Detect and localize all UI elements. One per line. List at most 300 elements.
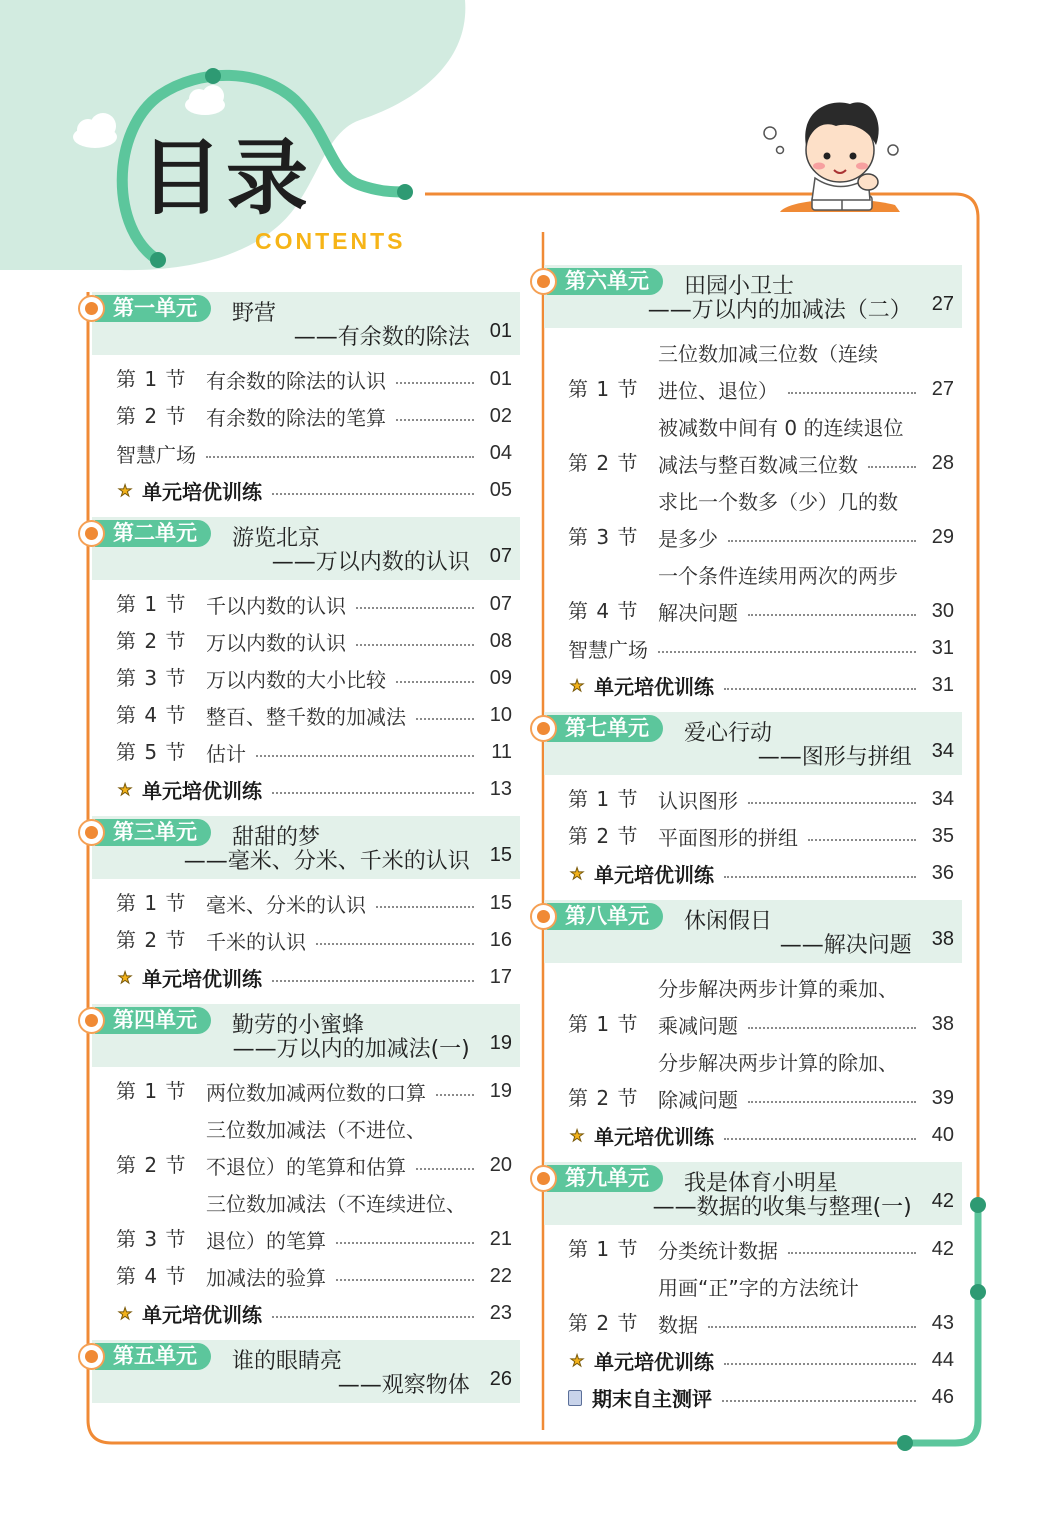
entry-body <box>568 1117 954 1154</box>
toc-entry[interactable] <box>568 482 954 556</box>
toc-unit <box>530 1162 962 1416</box>
unit-header[interactable] <box>544 265 962 328</box>
toc-entry[interactable] <box>568 667 954 704</box>
dot-leader <box>272 493 474 495</box>
entry-title: 被减数中间有 0 的连续退位 <box>658 416 904 440</box>
dot-leader <box>272 792 474 794</box>
dot-leader <box>748 1027 916 1029</box>
entry-title: 乘减问题 <box>658 1014 738 1038</box>
unit-subtitle-line <box>184 844 512 875</box>
toc-entry[interactable] <box>116 435 512 472</box>
entry-page-number: 35 <box>931 825 954 847</box>
toc-entry[interactable] <box>116 885 512 922</box>
unit-subtitle: ——万以内的加减法（二） <box>647 298 912 323</box>
entry-body <box>658 818 954 855</box>
toc-entry[interactable] <box>116 922 512 959</box>
entry-page-number: 04 <box>489 442 512 464</box>
dot-leader <box>722 1400 916 1402</box>
entry-list <box>78 1067 520 1332</box>
entry-page-number: 34 <box>931 788 954 810</box>
entry-title: 三位数加减法（不连续进位、 <box>206 1192 466 1216</box>
section-number: 第 3 节 <box>568 525 639 549</box>
entry-page-number: 28 <box>931 452 954 474</box>
entry-line <box>658 445 954 482</box>
section-number: 第 3 节 <box>116 666 187 690</box>
unit-label: 第五单元 <box>95 1343 211 1370</box>
entry-body <box>116 959 512 996</box>
unit-subtitle: ——万以内数的认识 <box>271 550 470 575</box>
entry-title: 分步解决两步计算的除加、 <box>658 1051 898 1075</box>
section-number: 第 2 节 <box>568 824 639 848</box>
entry-page-number: 27 <box>931 378 954 400</box>
entry-line <box>658 334 954 371</box>
entry-line <box>658 1305 954 1342</box>
entry-page-number: 31 <box>931 674 954 696</box>
unit-label: 第八单元 <box>547 903 663 930</box>
toc-right-column <box>530 265 962 1424</box>
unit-badge <box>530 1165 663 1192</box>
unit-label: 第三单元 <box>95 819 211 846</box>
entry-title: 分类统计数据 <box>658 1239 778 1263</box>
toc-entry[interactable] <box>568 1043 954 1117</box>
section-number: 第 2 节 <box>116 404 187 428</box>
entry-body <box>206 398 512 435</box>
entry-body <box>658 781 954 818</box>
entry-page-number: 19 <box>489 1080 512 1102</box>
entry-line <box>206 623 512 660</box>
entry-title: 单元培优训练 <box>142 480 262 504</box>
unit-subtitle: ——解决问题 <box>779 933 912 958</box>
entry-title: 是多少 <box>658 527 718 551</box>
entry-page-number: 46 <box>931 1386 954 1408</box>
unit-subtitle: ——观察物体 <box>337 1373 470 1398</box>
unit-subtitle: ——有余数的除法 <box>293 325 470 350</box>
section-number: 第 2 节 <box>568 1311 639 1335</box>
entry-line <box>206 922 512 959</box>
entry-title: 平面图形的拼组 <box>658 826 798 850</box>
entry-body <box>658 1231 954 1268</box>
toc-entry[interactable] <box>116 586 512 623</box>
bullet-dot-icon <box>530 268 557 295</box>
entry-page-number: 07 <box>489 593 512 615</box>
entry-body <box>568 1379 954 1416</box>
toc-entry[interactable] <box>568 818 954 855</box>
entry-line <box>206 1147 512 1184</box>
dot-leader <box>256 755 474 757</box>
unit-header[interactable] <box>92 292 520 355</box>
entry-line <box>116 959 512 996</box>
entry-line <box>206 734 512 771</box>
entry-body <box>658 556 954 630</box>
dot-leader <box>396 419 474 421</box>
entry-line <box>206 660 512 697</box>
entry-page-number: 17 <box>489 966 512 988</box>
dot-leader <box>416 1168 474 1170</box>
entry-line <box>658 1268 954 1305</box>
entry-title: 智慧广场 <box>116 443 196 467</box>
toc-entry[interactable] <box>116 959 512 996</box>
entry-page-number: 08 <box>489 630 512 652</box>
entry-line <box>658 519 954 556</box>
section-number: 第 2 节 <box>568 1086 639 1110</box>
entry-title: 单元培优训练 <box>142 779 262 803</box>
star-icon: ★ <box>569 1126 585 1145</box>
unit-page-number: 27 <box>931 293 954 315</box>
entry-page-number: 30 <box>931 600 954 622</box>
toc-unit <box>78 1340 520 1403</box>
entry-line <box>206 586 512 623</box>
dot-leader <box>336 1279 474 1281</box>
entry-page-number: 20 <box>489 1154 512 1176</box>
entry-page-number: 40 <box>931 1124 954 1146</box>
page-subtitle: CONTENTS <box>255 228 406 254</box>
unit-header[interactable] <box>92 1004 520 1067</box>
unit-header[interactable] <box>544 712 962 775</box>
entry-page-number: 21 <box>489 1228 512 1250</box>
entry-body <box>658 1268 954 1342</box>
bullet-dot-icon <box>530 715 557 742</box>
dot-leader <box>356 644 474 646</box>
toc-unit <box>78 1004 520 1332</box>
toc-unit <box>530 265 962 704</box>
dot-leader <box>316 943 474 945</box>
entry-line <box>658 408 954 445</box>
star-icon: ★ <box>117 1304 133 1323</box>
entry-body <box>206 734 512 771</box>
section-number: 第 1 节 <box>116 592 187 616</box>
entry-page-number: 16 <box>489 929 512 951</box>
entry-body <box>206 1184 512 1258</box>
entry-line <box>658 781 954 818</box>
star-icon: ★ <box>569 1351 585 1370</box>
entry-line <box>658 1231 954 1268</box>
dot-leader <box>206 456 474 458</box>
entry-body <box>568 1342 954 1379</box>
toc-entry[interactable] <box>116 697 512 734</box>
entry-title: 有余数的除法的笔算 <box>206 406 386 430</box>
entry-title: 三位数加减法（不进位、 <box>206 1118 426 1142</box>
unit-page-number: 01 <box>489 320 512 342</box>
unit-header[interactable] <box>544 1162 962 1225</box>
entry-title: 用画“正”字的方法统计 <box>658 1276 859 1300</box>
toc-entry[interactable] <box>568 556 954 630</box>
unit-subtitle: ——数据的收集与整理(一) <box>652 1195 912 1220</box>
entry-title: 分步解决两步计算的乘加、 <box>658 977 898 1001</box>
toc-entry[interactable] <box>116 1258 512 1295</box>
toc-entry[interactable] <box>568 969 954 1043</box>
toc-unit <box>530 712 962 892</box>
entry-body <box>658 334 954 408</box>
dot-leader <box>272 1316 474 1318</box>
dot-leader <box>808 839 916 841</box>
unit-subtitle-line <box>233 1032 512 1063</box>
toc-entry[interactable] <box>116 1110 512 1184</box>
toc-entry[interactable] <box>568 1117 954 1154</box>
toc-entry[interactable] <box>568 408 954 482</box>
dot-leader <box>336 1242 474 1244</box>
entry-title: 单元培优训练 <box>594 675 714 699</box>
unit-name: 甜甜的梦 <box>232 825 321 850</box>
star-icon: ★ <box>117 968 133 987</box>
toc-entry[interactable] <box>116 1184 512 1258</box>
section-number: 第 5 节 <box>116 740 187 764</box>
unit-header[interactable] <box>92 816 520 879</box>
toc-entry[interactable] <box>116 1073 512 1110</box>
dot-leader <box>272 980 474 982</box>
unit-header[interactable] <box>544 900 962 963</box>
entry-line <box>568 1342 954 1379</box>
entry-body <box>206 697 512 734</box>
entry-page-number: 11 <box>491 741 512 763</box>
unit-header[interactable] <box>92 517 520 580</box>
unit-name: 田园小卫士 <box>684 274 795 299</box>
unit-badge <box>530 268 663 295</box>
entry-body <box>206 885 512 922</box>
unit-subtitle: ——图形与拼组 <box>757 745 912 770</box>
unit-label: 第二单元 <box>95 520 211 547</box>
unit-label: 第七单元 <box>547 715 663 742</box>
entry-title: 解决问题 <box>658 601 738 625</box>
unit-page-number: 19 <box>489 1032 512 1054</box>
entry-body <box>568 855 954 892</box>
toc-left-column <box>78 292 520 1411</box>
entry-line <box>116 1295 512 1332</box>
entry-list <box>530 328 962 704</box>
bullet-dot-icon <box>78 520 105 547</box>
entry-line <box>206 398 512 435</box>
entry-title: 单元培优训练 <box>142 967 262 991</box>
unit-page-number: 15 <box>489 844 512 866</box>
unit-name: 爱心行动 <box>684 721 773 746</box>
entry-page-number: 23 <box>489 1302 512 1324</box>
entry-page-number: 22 <box>489 1265 512 1287</box>
entry-line <box>116 771 512 808</box>
entry-title: 毫米、分米的认识 <box>206 893 366 917</box>
dot-leader <box>658 651 916 653</box>
unit-name: 野营 <box>232 301 277 326</box>
dot-leader <box>748 614 916 616</box>
entry-title: 万以内数的大小比较 <box>206 668 386 692</box>
entry-title: 单元培优训练 <box>594 1125 714 1149</box>
entry-line <box>206 1184 512 1221</box>
entry-page-number: 05 <box>489 479 512 501</box>
test-paper-icon <box>568 1390 582 1406</box>
entry-body <box>568 630 954 667</box>
entry-page-number: 10 <box>489 704 512 726</box>
toc-entry[interactable] <box>116 361 512 398</box>
dot-leader <box>356 607 474 609</box>
toc-entry[interactable] <box>116 771 512 808</box>
star-icon: ★ <box>117 780 133 799</box>
toc-entry[interactable] <box>568 781 954 818</box>
entry-title: 除减问题 <box>658 1088 738 1112</box>
entry-list <box>530 775 962 892</box>
entry-line <box>658 969 954 1006</box>
entry-line <box>568 667 954 704</box>
unit-subtitle: ——毫米、分米、千米的认识 <box>183 849 470 874</box>
section-number: 第 2 节 <box>568 451 639 475</box>
toc-entry[interactable] <box>568 1379 954 1416</box>
entry-line <box>658 482 954 519</box>
section-number: 第 4 节 <box>116 703 187 727</box>
unit-page-number: 34 <box>931 740 954 762</box>
dot-leader <box>788 1252 916 1254</box>
section-number: 第 2 节 <box>116 1153 187 1177</box>
toc-entry[interactable] <box>116 1295 512 1332</box>
toc-entry[interactable] <box>116 734 512 771</box>
section-number: 第 2 节 <box>116 629 187 653</box>
entry-body <box>658 482 954 556</box>
entry-body <box>206 623 512 660</box>
entry-line <box>116 435 512 472</box>
unit-page-number: 26 <box>489 1368 512 1390</box>
unit-subtitle-line <box>780 928 954 959</box>
entry-title: 智慧广场 <box>568 638 648 662</box>
entry-line <box>658 1006 954 1043</box>
entry-list <box>78 580 520 808</box>
section-number: 第 3 节 <box>116 1227 187 1251</box>
entry-title: 单元培优训练 <box>142 1303 262 1327</box>
entry-body <box>206 361 512 398</box>
toc-entry[interactable] <box>568 855 954 892</box>
dot-leader <box>748 802 916 804</box>
dot-leader <box>436 1094 474 1096</box>
toc-unit <box>78 517 520 808</box>
entry-line <box>568 1117 954 1154</box>
entry-line <box>206 697 512 734</box>
entry-page-number: 01 <box>489 368 512 390</box>
unit-subtitle-line <box>294 320 512 351</box>
dot-leader <box>724 876 916 878</box>
dot-leader <box>724 688 916 690</box>
bullet-dot-icon <box>78 1343 105 1370</box>
entry-title: 加减法的验算 <box>206 1266 326 1290</box>
star-icon: ★ <box>117 481 133 500</box>
entry-title: 退位）的笔算 <box>206 1229 326 1253</box>
page-title: 目录 <box>140 131 313 226</box>
dot-leader <box>748 1101 916 1103</box>
star-icon: ★ <box>569 864 585 883</box>
entry-title: 单元培优训练 <box>594 863 714 887</box>
entry-list <box>78 355 520 509</box>
unit-badge <box>78 295 211 322</box>
entry-body <box>206 1258 512 1295</box>
entry-line <box>658 593 954 630</box>
section-number: 第 1 节 <box>568 377 639 401</box>
entry-title: 整百、整千数的加减法 <box>206 705 406 729</box>
entry-body <box>206 1110 512 1184</box>
toc-entry[interactable] <box>568 1268 954 1342</box>
dot-leader <box>724 1138 916 1140</box>
dot-leader <box>396 681 474 683</box>
unit-badge <box>78 1343 211 1370</box>
toc-unit <box>78 292 520 509</box>
entry-title: 千米的认识 <box>206 930 306 954</box>
entry-title: 求比一个数多（少）几的数 <box>658 490 898 514</box>
entry-page-number: 38 <box>931 1013 954 1035</box>
unit-page-number: 42 <box>931 1190 954 1212</box>
unit-name: 休闲假日 <box>684 909 773 934</box>
entry-line <box>658 1043 954 1080</box>
entry-title: 千以内数的认识 <box>206 594 346 618</box>
entry-body <box>206 660 512 697</box>
dot-leader <box>868 466 916 468</box>
toc-entry[interactable] <box>116 398 512 435</box>
unit-name: 谁的眼睛亮 <box>232 1349 343 1374</box>
unit-badge <box>78 1007 211 1034</box>
entry-body <box>116 1295 512 1332</box>
dot-leader <box>728 540 916 542</box>
section-number: 第 1 节 <box>116 891 187 915</box>
entry-body <box>206 922 512 959</box>
unit-subtitle: ——万以内的加减法(一) <box>232 1037 470 1062</box>
entry-title: 认识图形 <box>658 789 738 813</box>
toc-unit <box>78 816 520 996</box>
dot-leader <box>708 1326 916 1328</box>
entry-page-number: 29 <box>931 526 954 548</box>
entry-page-number: 36 <box>931 862 954 884</box>
section-number: 第 1 节 <box>568 1237 639 1261</box>
toc-entry[interactable] <box>116 472 512 509</box>
dot-leader <box>396 382 474 384</box>
entry-title: 有余数的除法的认识 <box>206 369 386 393</box>
bullet-dot-icon <box>530 1165 557 1192</box>
entry-page-number: 13 <box>489 778 512 800</box>
entry-line <box>206 1221 512 1258</box>
bullet-dot-icon <box>78 1007 105 1034</box>
toc-entry[interactable] <box>568 1231 954 1268</box>
unit-page-number: 38 <box>931 928 954 950</box>
unit-header[interactable] <box>92 1340 520 1403</box>
unit-label: 第一单元 <box>95 295 211 322</box>
toc-entry[interactable] <box>116 623 512 660</box>
unit-subtitle-line <box>758 740 954 771</box>
entry-title: 数据 <box>658 1313 698 1337</box>
toc-entry[interactable] <box>568 334 954 408</box>
entry-title: 万以内数的认识 <box>206 631 346 655</box>
unit-label: 第六单元 <box>547 268 663 295</box>
unit-label: 第九单元 <box>547 1165 663 1192</box>
entry-title: 估计 <box>206 742 246 766</box>
bullet-dot-icon <box>78 295 105 322</box>
dot-leader <box>724 1363 916 1365</box>
toc-entry[interactable] <box>568 630 954 667</box>
entry-title: 单元培优训练 <box>594 1350 714 1374</box>
entry-list <box>530 1225 962 1416</box>
unit-badge <box>530 715 663 742</box>
toc-entry[interactable] <box>568 1342 954 1379</box>
section-number: 第 1 节 <box>568 787 639 811</box>
entry-line <box>658 818 954 855</box>
unit-subtitle-line <box>272 545 512 576</box>
bullet-dot-icon <box>530 903 557 930</box>
dot-leader <box>376 906 474 908</box>
section-number: 第 1 节 <box>116 367 187 391</box>
unit-label: 第四单元 <box>95 1007 211 1034</box>
toc-entry[interactable] <box>116 660 512 697</box>
entry-body <box>658 969 954 1043</box>
entry-page-number: 39 <box>931 1087 954 1109</box>
entry-body <box>658 408 954 482</box>
entry-list <box>530 963 962 1154</box>
entry-line <box>206 1073 512 1110</box>
entry-title: 一个条件连续用两次的两步 <box>658 564 898 588</box>
entry-page-number: 43 <box>931 1312 954 1334</box>
entry-list <box>78 879 520 996</box>
entry-body <box>116 771 512 808</box>
section-number: 第 4 节 <box>568 599 639 623</box>
section-number: 第 1 节 <box>568 1012 639 1036</box>
